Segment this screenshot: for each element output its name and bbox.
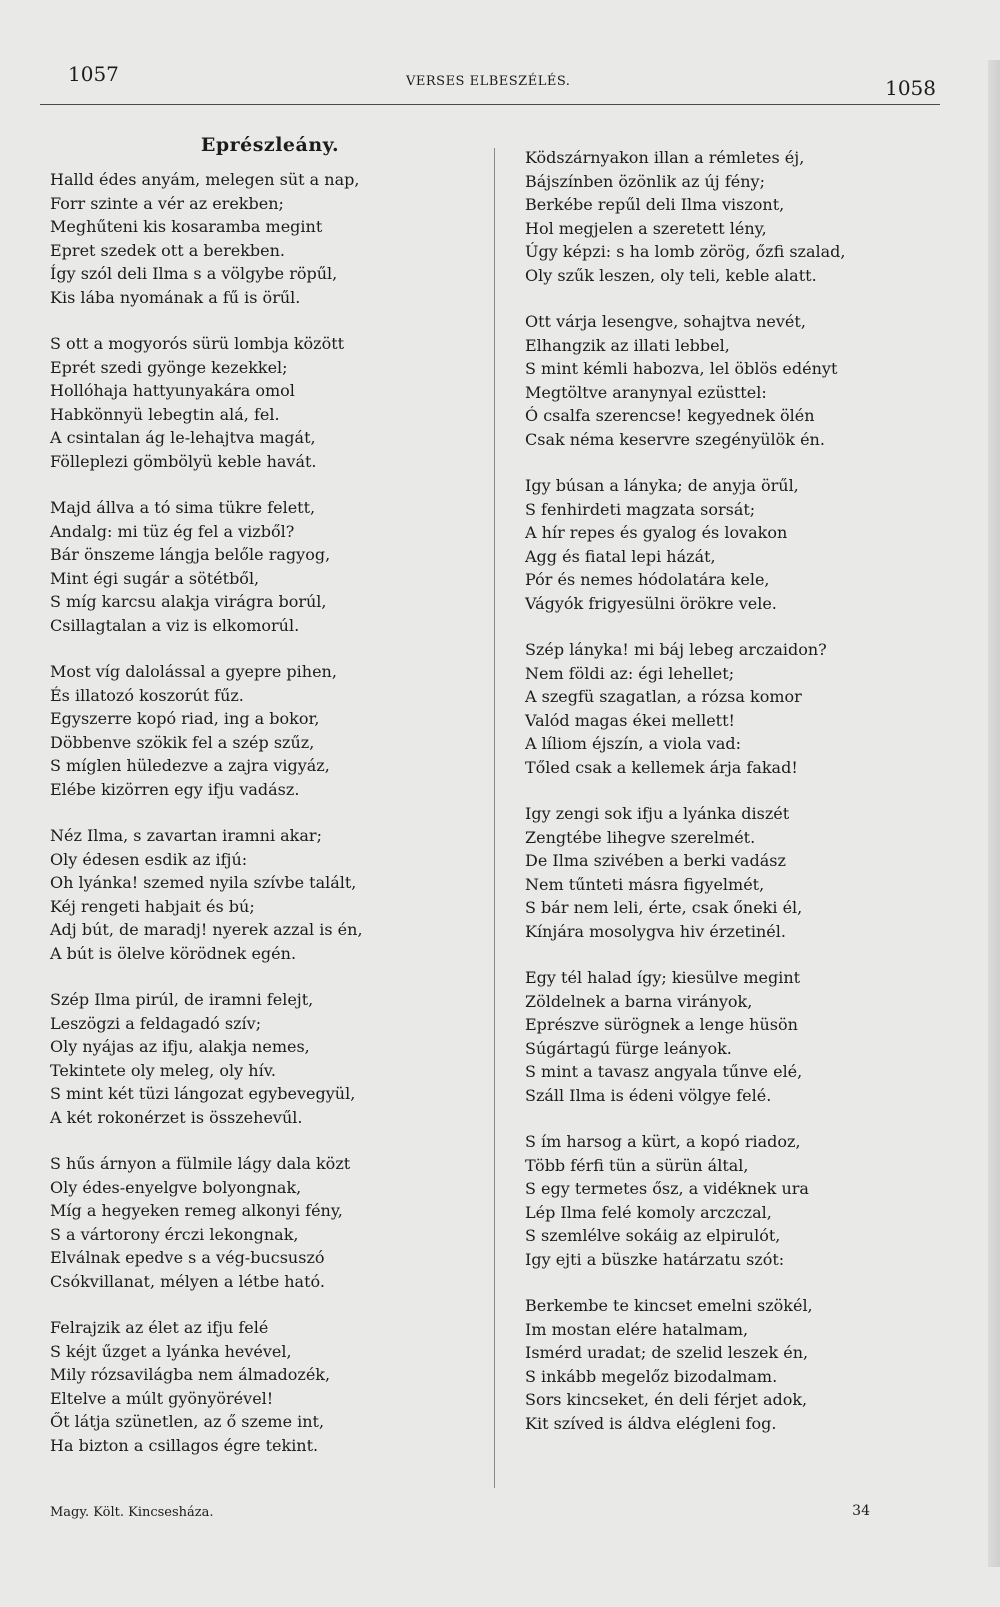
verse-line: Majd állva a tó sima tükre felett, xyxy=(50,498,316,517)
verse-line: S míglen hüledezve a zajra vigyáz, xyxy=(50,756,330,775)
verse-line: Egy tél halad így; kiesülve megint xyxy=(525,968,801,987)
verse-line: Tőled csak a kellemek árja fakad! xyxy=(525,757,798,777)
verse-line: S inkább megelőz bizodalmam. xyxy=(525,1366,778,1386)
verse-line: Halld édes anyám, melegen süt a nap, xyxy=(50,170,360,189)
verse-line: Most víg dalolással a gyepre pihen, xyxy=(50,662,337,681)
right-column xyxy=(525,134,945,1435)
running-head: VERSES ELBESZÉLÉS. xyxy=(406,74,571,89)
verse-line: Szép lányka! mi báj lebeg arczaidon? xyxy=(525,640,827,659)
verse-line: Oly édes-enyelgve bolyongnak, xyxy=(50,1177,302,1197)
verse-line: Oly édesen esdik az ifjú: xyxy=(50,849,248,869)
verse-line: S mint két tüzi lángozat egybevegyül, xyxy=(50,1084,356,1103)
verse-line: Száll Ilma is édeni völgye felé. xyxy=(525,1085,772,1105)
verse-line: Ott várja lesengve, sohajtva nevét, xyxy=(525,312,806,331)
verse-line: S ím harsog a kürt, a kopó riadoz, xyxy=(525,1132,801,1151)
verse-line: Berkembe te kincset emelni szökél, xyxy=(525,1296,813,1315)
stanza xyxy=(50,168,450,309)
verse-line: S bár nem leli, érte, csak őneki él, xyxy=(525,898,803,917)
stanza xyxy=(50,824,450,965)
verse-line: Egyszerre kopó riad, ing a bokor, xyxy=(50,709,320,728)
verse-line: Nem tűnteti másra figyelmét, xyxy=(525,874,765,894)
stanza xyxy=(50,496,450,637)
verse-line: Hollóhaja hattyunyakára omol xyxy=(50,381,295,400)
page-header xyxy=(40,56,940,106)
verse-line: Habkönnyü lebegtin alá, fel. xyxy=(50,404,280,424)
verse-line: S a vártorony érczi lekongnak, xyxy=(50,1224,299,1244)
verse-line: Igy zengi sok ifju a lyánka diszét xyxy=(525,804,790,823)
verse-line: Csókvillanat, mélyen a létbe ható. xyxy=(50,1271,325,1291)
verse-line: Berkébe repűl deli Ilma viszont, xyxy=(525,195,785,214)
verse-line: S ott a mogyorós sürü lombja között xyxy=(50,334,345,353)
verse-line: Elhangzik az illati lebbel, xyxy=(525,335,730,355)
verse-line: Szép Ilma pirúl, de iramni felejt, xyxy=(50,990,314,1009)
verse-line: Kínjára mosolygva hiv érzetinél. xyxy=(525,921,786,941)
stanza xyxy=(50,1152,450,1293)
stanza xyxy=(50,1316,450,1457)
verse-line: Ó csalfa szerencse! kegyednek ölén xyxy=(525,406,815,425)
verse-line: Így szól deli Ilma s a völgybe röpűl, xyxy=(50,264,338,283)
verse-line: Oh lyánka! szemed nyila szívbe talált, xyxy=(50,873,357,892)
verse-line: Lép Ilma felé komoly arczczal, xyxy=(525,1202,772,1222)
verse-line: Csak néma keservre szegényülök én. xyxy=(525,429,825,449)
verse-line: S hűs árnyon a fülmile lágy dala közt xyxy=(50,1154,351,1173)
verse-line: Sors kincseket, én deli férjet adok, xyxy=(525,1390,808,1409)
verse-line: Adj bút, de maradj! nyerek azzal is én, xyxy=(50,920,363,939)
verse-line: Zengtébe lihegve szerelmét. xyxy=(525,827,756,847)
left-column xyxy=(50,134,450,1457)
verse-line: Csillagtalan a viz is elkomorúl. xyxy=(50,615,300,635)
stanza xyxy=(525,802,945,943)
verse-line: Súgártagú fürge leányok. xyxy=(525,1038,732,1058)
verse-line: Fölleplezi gömbölyü keble havát. xyxy=(50,451,317,471)
signature-mark: 34 xyxy=(852,1503,870,1519)
verse-line: És illatozó koszorút fűz. xyxy=(50,685,244,705)
stanza xyxy=(50,332,450,473)
verse-line: Őt látja szünetlen, az ő szeme int, xyxy=(50,1412,325,1431)
verse-line: Mily rózsavilágba nem álmadozék, xyxy=(50,1365,331,1384)
stanza xyxy=(50,660,450,801)
verse-line: Döbbenve szökik fel a szép szűz, xyxy=(50,732,315,752)
verse-line: Oly nyájas az ifju, alakja nemes, xyxy=(50,1037,310,1056)
header-rule xyxy=(40,104,940,105)
verse-line: Nem földi az: égi lehellet; xyxy=(525,663,735,683)
verse-line: Oly szűk leszen, oly teli, keble alatt. xyxy=(525,265,817,285)
verse-line: Pór és nemes hódolatára kele, xyxy=(525,570,770,589)
verse-line: Elválnak epedve s a vég-bucsuszó xyxy=(50,1248,325,1267)
verse-line: A líliom éjszín, a viola vad: xyxy=(525,734,742,753)
verse-line: Zöldelnek a barna virányok, xyxy=(525,991,753,1011)
verse-line: Andalg: mi tüz ég fel a vizből? xyxy=(50,521,295,541)
verse-line: S kéjt űzget a lyánka hevével, xyxy=(50,1341,292,1361)
verse-line: Kis lába nyomának a fű is örűl. xyxy=(50,287,301,307)
verse-line: S fenhirdeti magzata sorsát; xyxy=(525,499,756,519)
verse-line: Eprészve sürögnek a lenge hüsön xyxy=(525,1015,798,1034)
footer-source: Magy. Költ. Kincsesháza. xyxy=(50,1505,214,1520)
verse-line: A hír repes és gyalog és lovakon xyxy=(525,523,788,542)
verse-line: Leszögzi a feldagadó szív; xyxy=(50,1013,262,1033)
verse-line: Bájszínben özönlik az új fény; xyxy=(525,171,765,191)
verse-line: Eprét szedi gyönge kezekkel; xyxy=(50,357,288,377)
verse-line: S míg karcsu alakja virágra borúl, xyxy=(50,592,327,611)
verse-line: S mint a tavasz angyala tűnve elé, xyxy=(525,1062,803,1081)
verse-line: Mint égi sugár a sötétből, xyxy=(50,568,260,588)
stanza xyxy=(50,988,450,1129)
stanza xyxy=(525,474,945,615)
verse-line: S egy termetes ősz, a vidéknek ura xyxy=(525,1179,809,1198)
page-number-left: 1057 xyxy=(68,62,119,86)
verse-line: Úgy képzi: s ha lomb zörög, őzfi szalad, xyxy=(525,242,846,261)
column-divider xyxy=(494,148,495,1488)
stanza xyxy=(525,1294,945,1435)
stanza xyxy=(525,146,945,287)
verse-line: Több férfi tün a sürün által, xyxy=(525,1155,749,1175)
verse-line: Epret szedek ott a berekben. xyxy=(50,240,285,260)
verse-line: A szegfü szagatlan, a rózsa komor xyxy=(525,687,802,706)
verse-line: Ismérd uradat; de szelid leszek én, xyxy=(525,1343,809,1362)
stanza xyxy=(525,1130,945,1271)
verse-line: Valód magas ékei mellett! xyxy=(525,710,735,730)
stanza xyxy=(525,638,945,779)
verse-line: Eltelve a múlt gyönyörével! xyxy=(50,1388,274,1408)
verse-line: Tekintete oly meleg, oly hív. xyxy=(50,1060,276,1080)
verse-line: A bút is ölelve körödnek egén. xyxy=(50,943,297,963)
page-number-right: 1058 xyxy=(885,76,936,100)
verse-line: Forr szinte a vér az erekben; xyxy=(50,193,284,213)
verse-line: A két rokonérzet is összehevűl. xyxy=(50,1107,303,1127)
poem-title: Eprészleány. xyxy=(200,134,340,156)
verse-line: Kéj rengeti habjait és bú; xyxy=(50,896,255,916)
verse-line: De Ilma szivében a berki vadász xyxy=(525,851,786,870)
verse-line: S szemlélve sokáig az elpirulót, xyxy=(525,1226,781,1245)
verse-line: Vágyók frigyesülni örökre vele. xyxy=(525,593,777,613)
verse-line: Megtöltve aranynyal ezüsttel: xyxy=(525,382,767,402)
verse-line: Igy búsan a lányka; de anyja örűl, xyxy=(525,476,799,495)
adjacent-page-edge xyxy=(988,60,1000,1567)
verse-line: Elébe kizörren egy ifju vadász. xyxy=(50,779,300,799)
verse-line: A csintalan ág le-lehajtva magát, xyxy=(50,428,316,447)
verse-line: S mint kémli habozva, lel öblös edényt xyxy=(525,359,838,378)
verse-line: Ködszárnyakon illan a rémletes éj, xyxy=(525,148,805,167)
verse-line: Hol megjelen a szeretett lény, xyxy=(525,218,767,238)
verse-line: Felrajzik az élet az ifju felé xyxy=(50,1318,269,1337)
verse-line: Im mostan elére hatalmam, xyxy=(525,1319,749,1339)
verse-line: Néz Ilma, s zavartan iramni akar; xyxy=(50,826,322,845)
verse-line: Meghűteni kis kosaramba megint xyxy=(50,217,323,236)
verse-line: Igy ejti a büszke határzatu szót: xyxy=(525,1249,785,1269)
verse-line: Bár önszeme lángja belőle ragyog, xyxy=(50,545,331,564)
verse-line: Agg és fiatal lepi házát, xyxy=(525,546,716,566)
verse-line: Míg a hegyeken remeg alkonyi fény, xyxy=(50,1201,343,1220)
verse-line: Ha bizton a csillagos égre tekint. xyxy=(50,1435,319,1455)
stanza xyxy=(525,966,945,1107)
verse-line: Kit szíved is áldva elégleni fog. xyxy=(525,1413,777,1433)
page-footer xyxy=(50,1505,870,1520)
stanza xyxy=(525,310,945,451)
